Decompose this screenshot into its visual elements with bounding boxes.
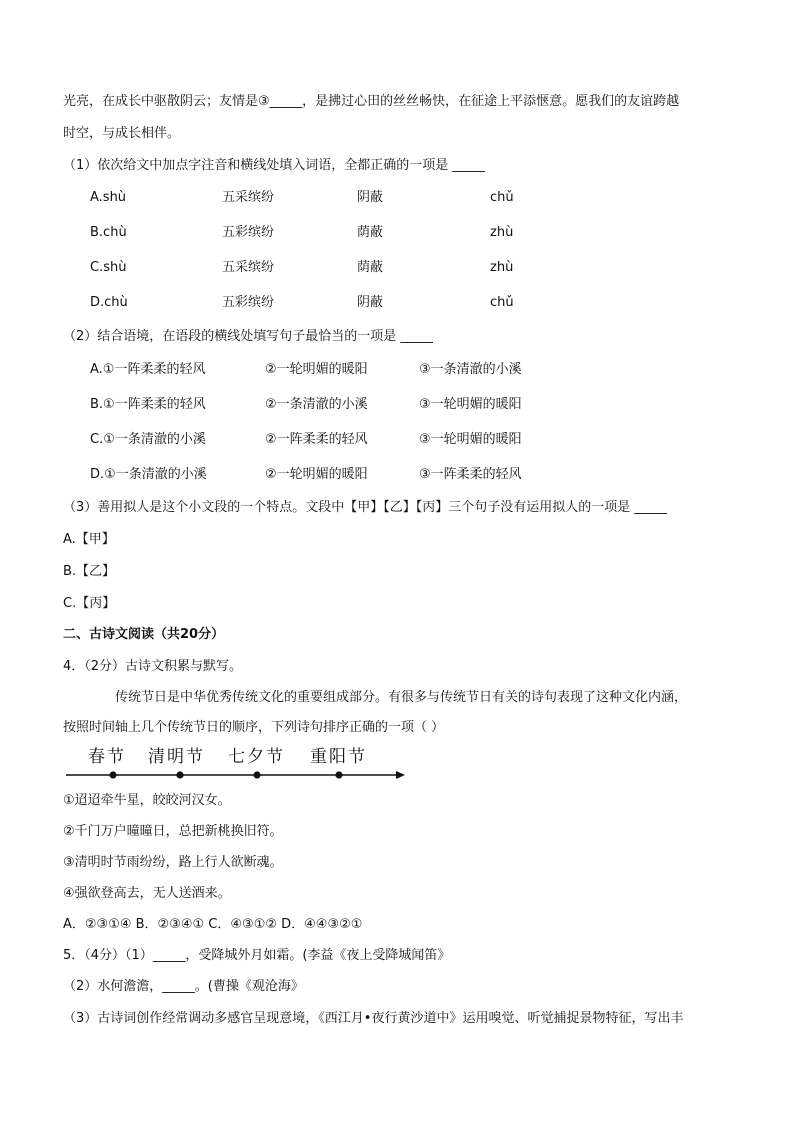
q5-line-1: 5．（4分）（1）_____，受降城外月如霜。(李益《夜上受降城闻笛》	[63, 948, 451, 963]
option-word: 五彩缤纷	[222, 295, 275, 310]
option-phrase: ③一阵柔柔的轻风	[419, 467, 522, 482]
option-phrase: ③一轮明媚的暖阳	[419, 397, 522, 412]
q1-option-a[interactable]	[0, 189, 794, 207]
option-phrase: ②一阵柔柔的轻风	[265, 432, 368, 447]
timeline-dot	[253, 771, 260, 778]
q4-stem: 4．（2分）古诗文积累与默写。	[63, 659, 243, 674]
q1-option-c[interactable]	[0, 259, 794, 277]
timeline-label-chongyang: 重阳节	[310, 747, 367, 767]
section-2-title: 二、古诗文阅读（共20分）	[63, 627, 225, 642]
option-label: B.①一阵柔柔的轻风	[90, 397, 206, 412]
intro-line-1: 光亮，在成长中驱散阴云；友情是③_____，是拂过心田的丝丝畅快，在征途上平添惬意。愿我们的友谊跨越	[63, 94, 680, 109]
option-word: 荫蔽	[357, 225, 384, 240]
q5-line-2: （2）水何澹澹，_____。(曹操《观沧海》	[63, 979, 304, 994]
timeline-dot	[335, 771, 342, 778]
q2-option-b[interactable]	[0, 396, 794, 414]
option-phrase: ②一条清澈的小溪	[265, 397, 368, 412]
option-label: D.①一条清澈的小溪	[90, 467, 207, 482]
timeline-label-qingming: 清明节	[148, 747, 205, 767]
q2-option-a[interactable]	[0, 361, 794, 379]
option-phrase: ③一条清澈的小溪	[419, 362, 522, 377]
q1-option-d[interactable]	[0, 294, 794, 312]
intro-line-2: 时空，与成长相伴。	[63, 126, 181, 141]
q4-choices[interactable]: A．②③①④ B．②③④① C．④③①② D．④④③②①	[63, 917, 363, 932]
festival-timeline	[60, 738, 410, 786]
option-pinyin: zhù	[490, 225, 514, 240]
option-word: 阴蔽	[357, 295, 384, 310]
q2-option-d[interactable]	[0, 466, 794, 484]
option-label: A.①一阵柔柔的轻风	[90, 362, 206, 377]
option-word: 五采缤纷	[222, 190, 275, 205]
timeline-dot	[176, 771, 183, 778]
option-word: 五彩缤纷	[222, 225, 275, 240]
option-phrase: ②一轮明媚的暖阳	[265, 467, 368, 482]
option-label: A.shù	[90, 190, 127, 205]
q1-option-b[interactable]	[0, 224, 794, 242]
q5-line-3: （3）古诗词创作经常调动多感官呈现意境，《西江月•夜行黄沙道中》运用嗅觉、听觉捕捉景物特征，写出丰	[63, 1011, 684, 1026]
option-word: 阴蔽	[357, 190, 384, 205]
q4-poem-3: ③清明时节雨纷纷，路上行人欲断魂。	[63, 855, 283, 870]
option-label: C.①一条清澈的小溪	[90, 432, 206, 447]
option-pinyin: chǔ	[490, 190, 514, 205]
option-word: 荫蔽	[357, 260, 384, 275]
q4-poem-1: ①迢迢牵牛星，皎皎河汉女。	[63, 793, 231, 808]
option-phrase: ②一轮明媚的暖阳	[265, 362, 368, 377]
q2-option-c[interactable]	[0, 431, 794, 449]
option-label: B.chù	[90, 225, 127, 240]
q1-stem: （1）依次给文中加点字注音和横线处填入词语，全都正确的一项是 _____	[63, 158, 485, 173]
q3-option-b[interactable]: B.【乙】	[63, 564, 116, 579]
option-phrase: ③一轮明媚的暖阳	[419, 432, 522, 447]
timeline-arrow-icon	[396, 771, 405, 779]
option-pinyin: zhù	[490, 260, 514, 275]
option-label: D.chù	[90, 295, 128, 310]
q3-stem: （3）善用拟人是这个小文段的一个特点。文段中【甲】【乙】【丙】三个句子没有运用拟人的一项是 _____	[63, 500, 667, 515]
q3-option-a[interactable]: A.【甲】	[63, 532, 115, 547]
timeline-dot	[109, 771, 116, 778]
q3-option-c[interactable]: C.【丙】	[63, 596, 116, 611]
q4-poem-2: ②千门万户曈曈日，总把新桃换旧符。	[63, 824, 283, 839]
option-word: 五采缤纷	[222, 260, 275, 275]
option-label: C.shù	[90, 260, 127, 275]
q2-stem: （2）结合语境，在语段的横线处填写句子最恰当的一项是 _____	[63, 329, 433, 344]
timeline-label-spring-festival: 春节	[88, 747, 126, 767]
q4-poem-4: ④强欲登高去，无人送酒来。	[63, 886, 231, 901]
q4-paragraph-line-1: 传统节日是中华优秀传统文化的重要组成部分。有很多与传统节日有关的诗句表现了这种文化内涵，	[115, 690, 688, 705]
q4-paragraph-line-2: 按照时间轴上几个传统节日的顺序，下列诗句排序正确的一项（ ）	[63, 720, 445, 735]
timeline-label-qixi: 七夕节	[228, 747, 285, 767]
option-pinyin: chǔ	[490, 295, 514, 310]
